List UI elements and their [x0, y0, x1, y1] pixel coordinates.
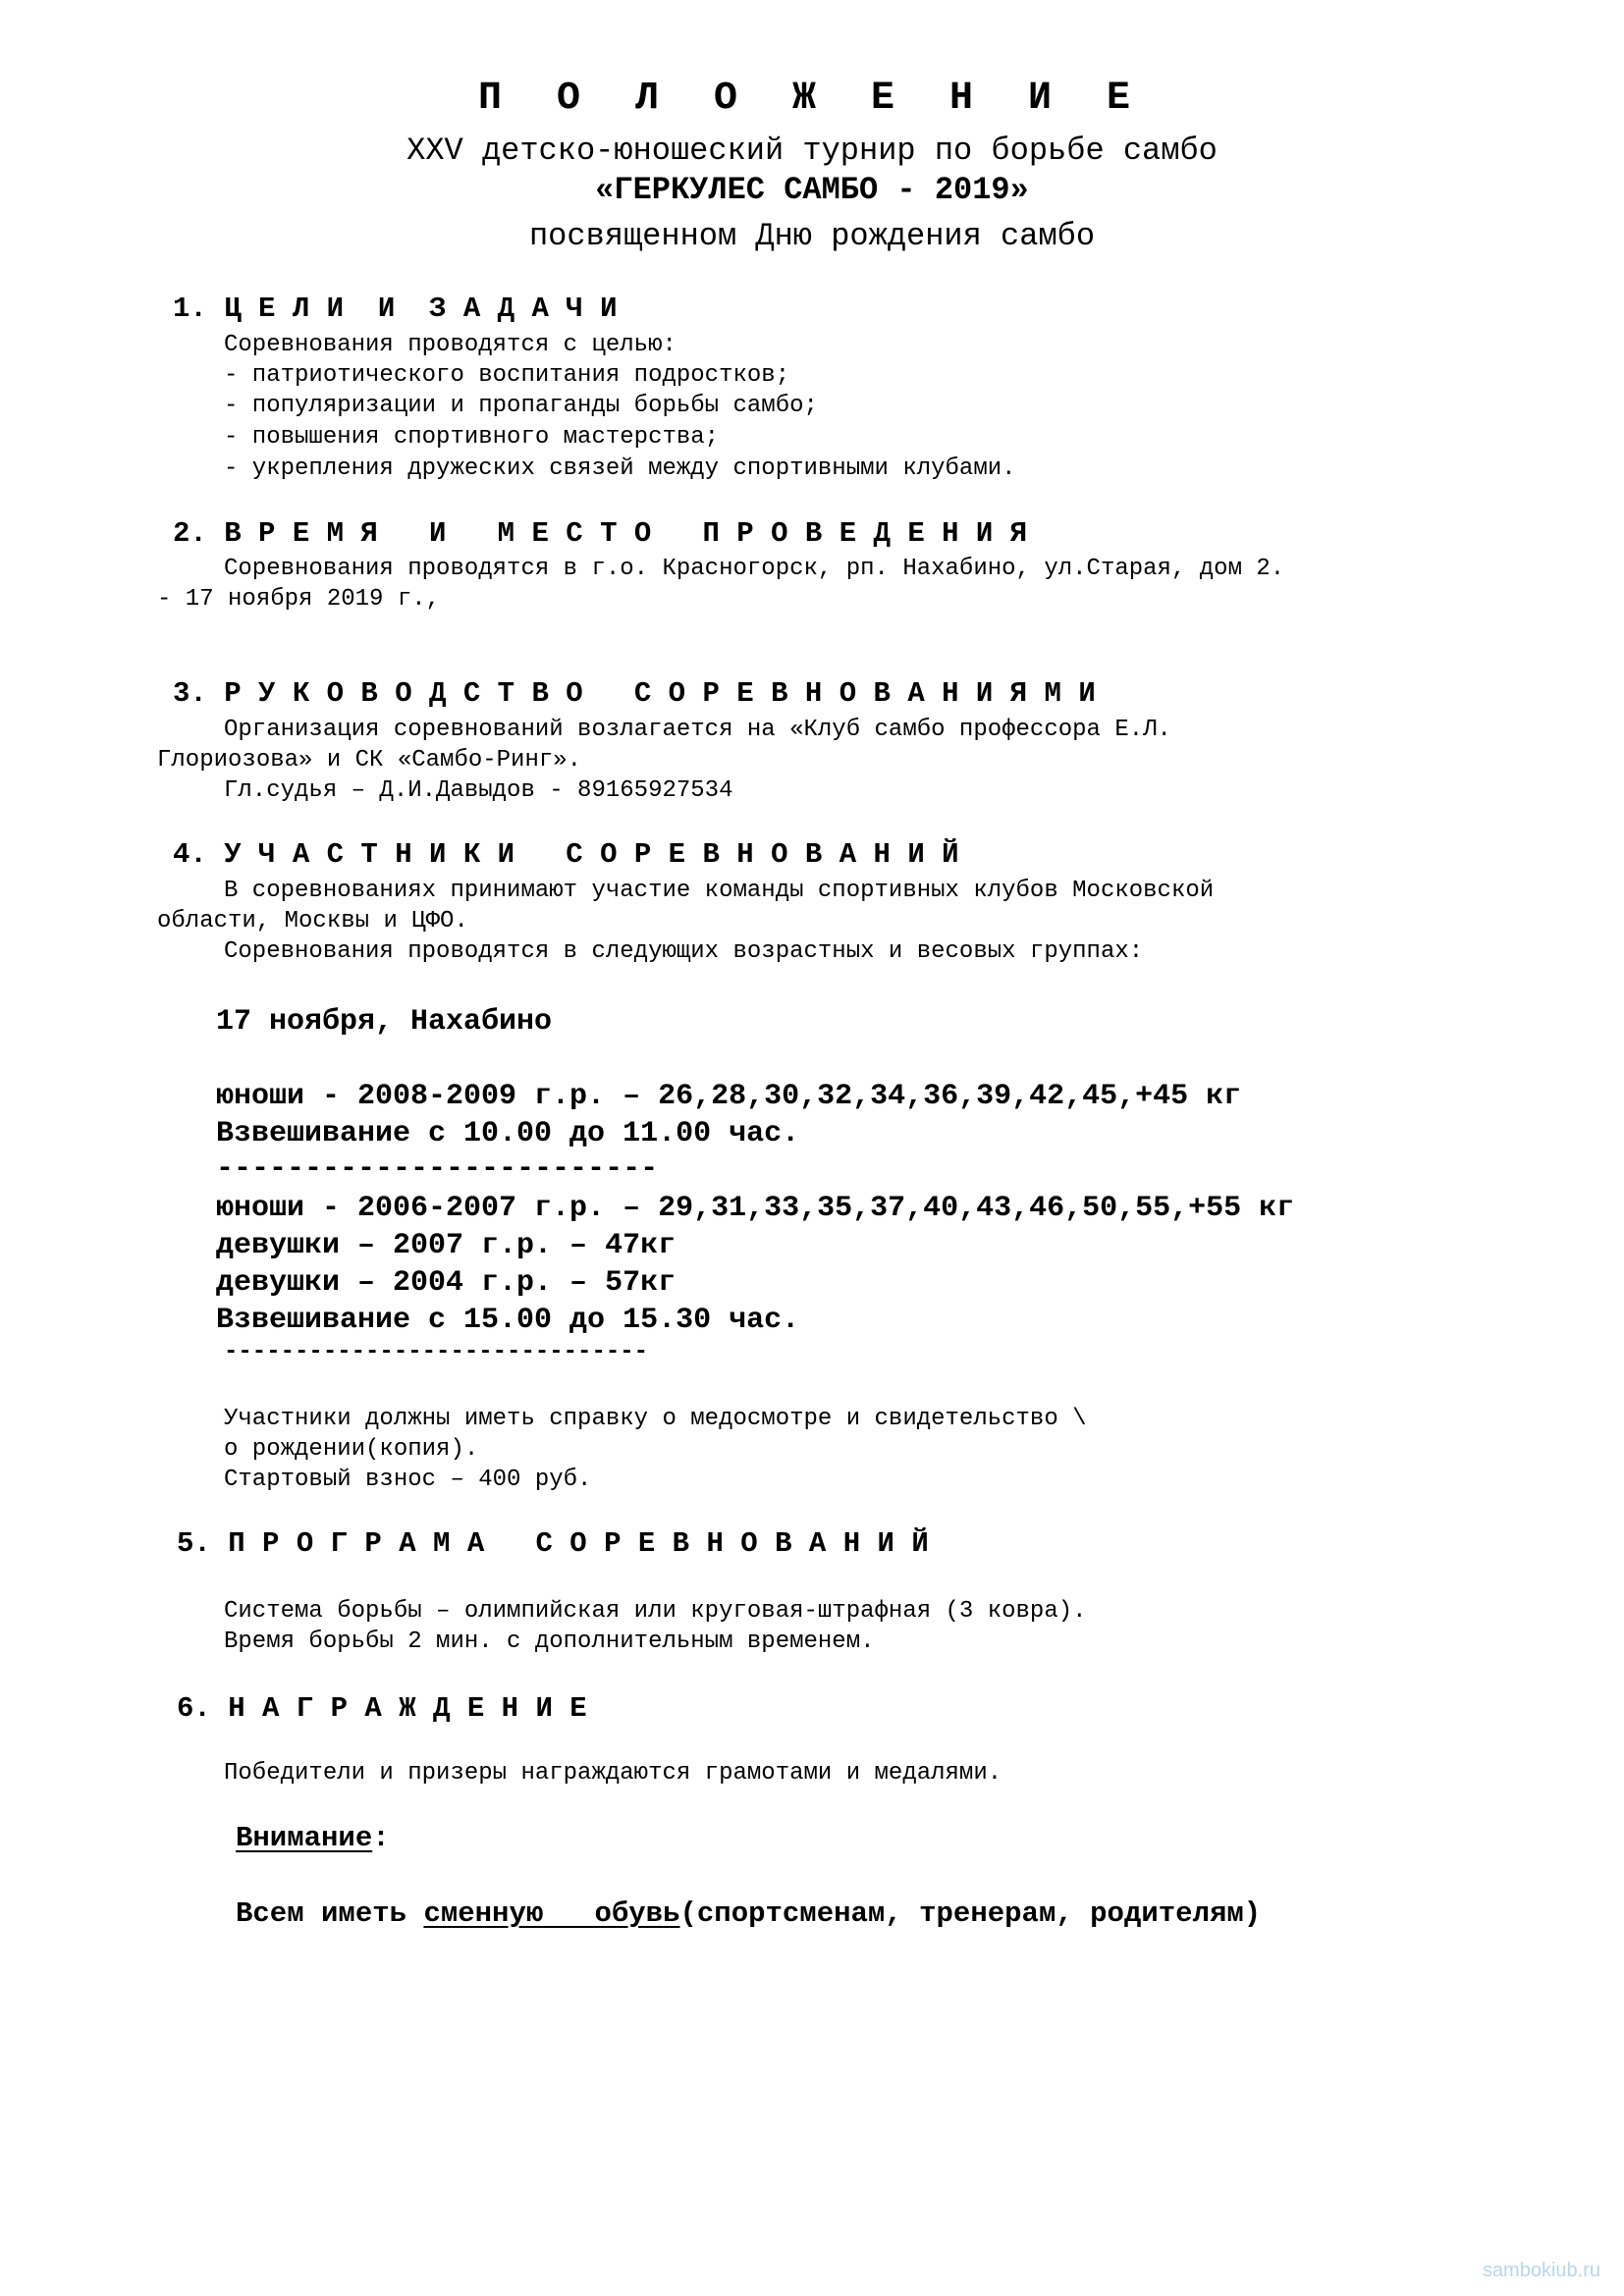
weigh-in-morning: Взвешивание с 10.00 до 11.00 час. [216, 1117, 800, 1150]
attention-post: (спортсменам, тренерам, родителям) [679, 1897, 1262, 1930]
section-4-participants: В соревнованиях принимают участие команды спортивных клубов Московской [224, 878, 1215, 904]
section-3-organization-cont: Глориозова» и СК «Самбо-Ринг». [157, 747, 582, 774]
section-2-heading: 2. В Р Е М Я И М Е С Т О П Р О В Е Д Е Н И Я [173, 517, 1028, 550]
section-5-heading: 5. П Р О Г Р А М А С О Р Е В Н О В А Н И Й [177, 1527, 929, 1560]
document-title: П О Л О Ж Е Н И Е [477, 77, 1147, 121]
section-2-date: - 17 ноября 2019 г., [157, 586, 441, 613]
attention-message [236, 1897, 1261, 1930]
section-2-location: Соревнования проводятся в г.о. Красногорск, рп. Нахабино, ул.Старая, дом 2. [224, 556, 1285, 582]
section-1-item: - популяризации и пропаганды борьбы самбо; [224, 393, 818, 419]
competition-date: 17 ноября, Нахабино [216, 1005, 553, 1039]
section-3-organization: Организация соревнований возлагается на «Клуб самбо профессора Е.Л. [224, 717, 1171, 743]
section-4-participants-cont: области, Москвы и ЦФО. [157, 908, 468, 934]
group-girls-2007: девушки – 2007 г.р. – 47кг [216, 1229, 677, 1262]
group-girls-2004: девушки – 2004 г.р. – 57кг [216, 1266, 677, 1300]
attention-pre: Всем иметь [236, 1897, 424, 1930]
entry-fee: Стартовый взнос – 400 руб. [224, 1467, 592, 1493]
section-1-heading: 1. Ц Е Л И И З А Д А Ч И [173, 293, 618, 325]
attention-colon: : [372, 1822, 390, 1854]
requirements-note-cont: о рождении(копия). [224, 1436, 479, 1463]
section-4-heading: 4. У Ч А С Т Н И К И С О Р Е В Н О В А Н И Й [173, 838, 959, 871]
section-3-heading: 3. Р У К О В О Д С Т В О С О Р Е В Н О В А Н И Я М И [173, 677, 1096, 710]
section-1-item: - повышения спортивного мастерства; [224, 424, 720, 451]
tournament-name: XXV детско-юношеский турнир по борьбе самбо [406, 133, 1218, 169]
separator: ------------------------- [216, 1152, 659, 1186]
section-4-groups-intro: Соревнования проводятся в следующих возрастных и весовых группах: [224, 938, 1144, 965]
attention-label-line [236, 1822, 390, 1854]
section-6-heading: 6. Н А Г Р А Ж Д Е Н И Е [177, 1692, 587, 1725]
section-3-chief-judge: Гл.судья – Д.И.Давыдов - 89165927534 [224, 777, 733, 804]
attention-label: Внимание [236, 1822, 373, 1854]
group-boys-2008: юноши - 2008-2009 г.р. – 26,28,30,32,34,36,39,42,45,+45 кг [216, 1080, 1242, 1113]
watermark: sambokiub.ru [1482, 2260, 1600, 2281]
section-1-intro: Соревнования проводятся с целью: [224, 332, 677, 358]
attention-shoes: сменную обувь [423, 1897, 680, 1930]
tournament-dedication: посвященном Дню рождения самбо [528, 218, 1096, 254]
section-5-duration: Время борьбы 2 мин. с дополнительным временем. [224, 1629, 875, 1655]
requirements-note: Участники должны иметь справку о медосмотре и свидетельство \ [224, 1406, 1087, 1432]
weigh-in-afternoon: Взвешивание с 15.00 до 15.30 час. [216, 1304, 800, 1337]
section-1-item: - укрепления дружеских связей между спортивными клубами. [224, 455, 1016, 482]
tournament-brand: «ГЕРКУЛЕС САМБО - 2019» [595, 172, 1029, 208]
section-1-item: - патриотического воспитания подростков; [224, 362, 790, 389]
separator: ------------------------------ [224, 1339, 649, 1365]
group-boys-2006: юноши - 2006-2007 г.р. – 29,31,33,35,37,40,43,46,50,55,+55 кг [216, 1192, 1295, 1225]
section-5-system: Система борьбы – олимпийская или круговая-штрафная (3 ковра). [224, 1598, 1087, 1625]
section-6-awards: Победители и призеры награждаются грамотами и медалями. [224, 1760, 1002, 1787]
